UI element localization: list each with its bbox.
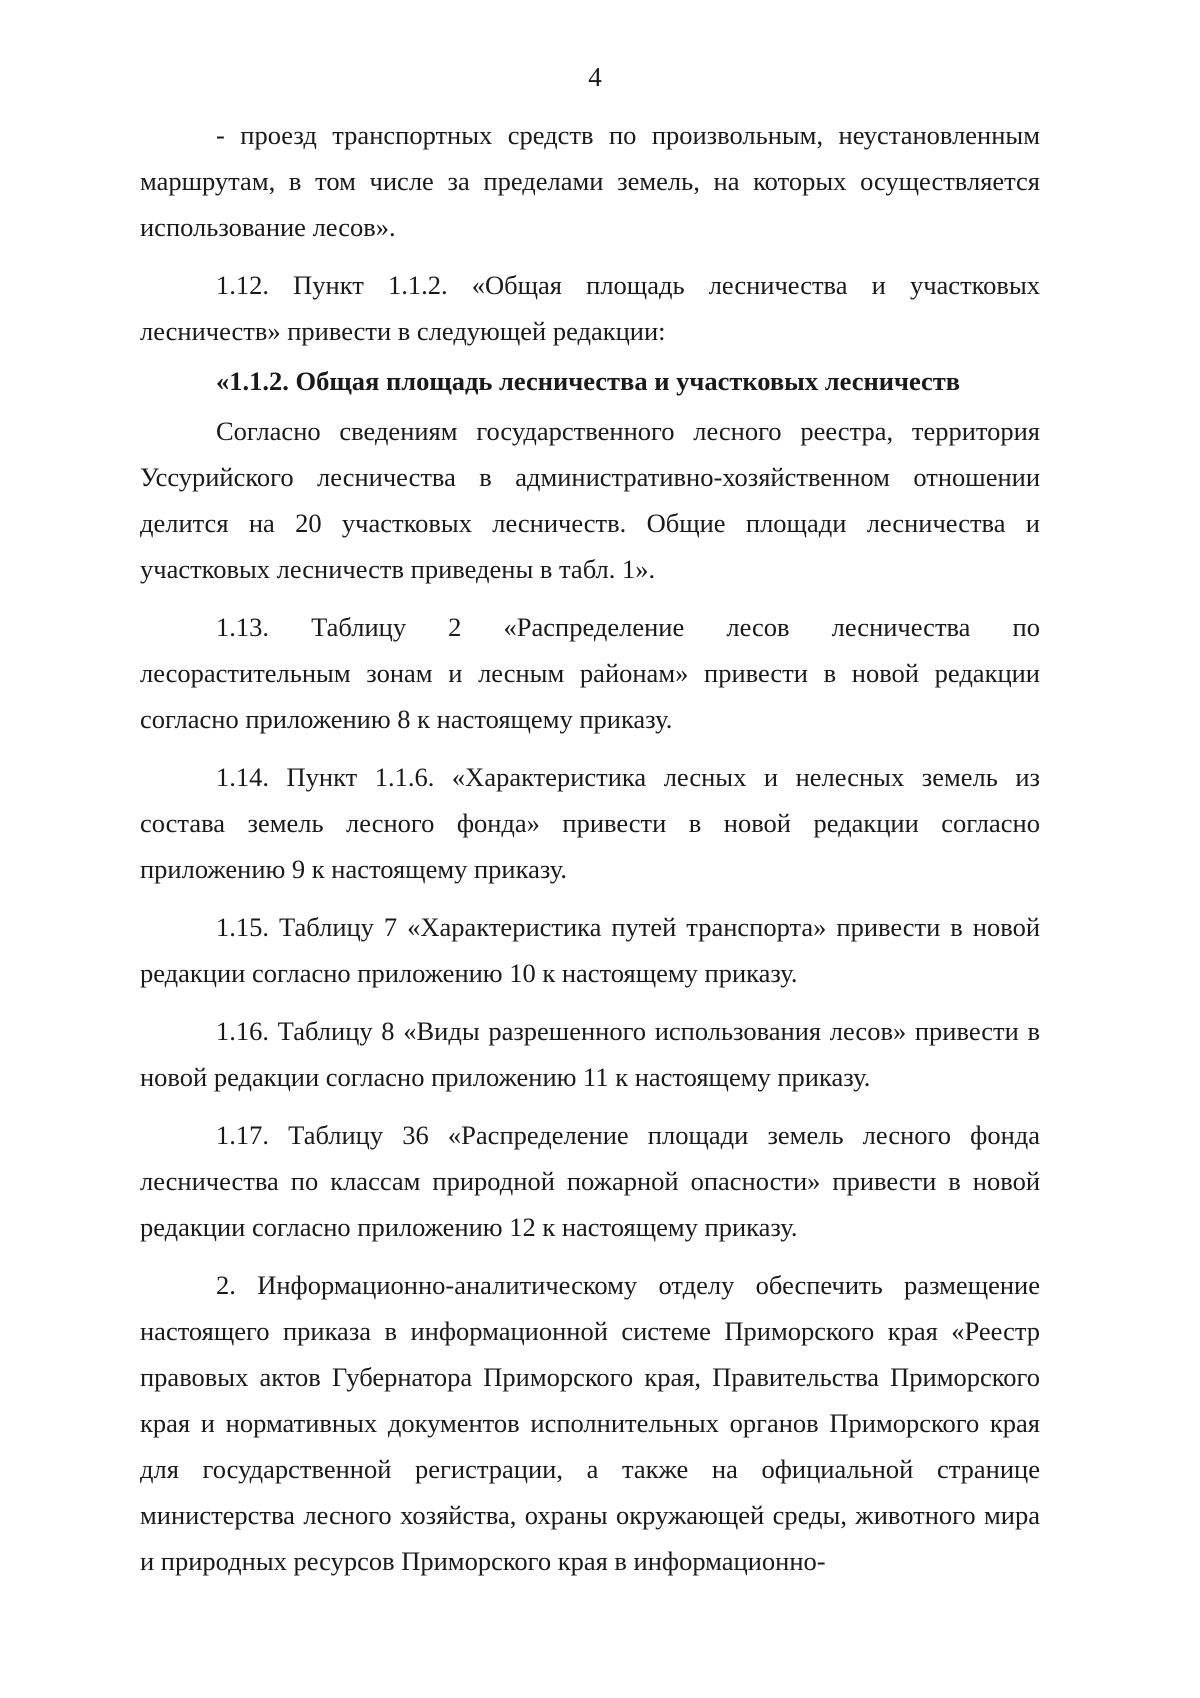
- paragraph-road-travel: - проезд транспортных средств по произвольным, неустановленным маршрутам, в том числе за пределами земель, на которых осуществляется использование лесов».: [140, 120, 1040, 242]
- paragraph-1-13: 1.13. Таблицу 2 «Распределение лесов лесничества по лесорастительным зонам и лесным районам» привести в новой редакции согласно приложению 8 к настоящему приказу.: [140, 612, 1040, 734]
- paragraph-forest-registry: Согласно сведениям государственного лесного реестра, территория Уссурийского лесничества в административно-хозяйственном отношении делится на 20 участковых лесничеств. Общие площади лесничества и участковых лесничеств приведены в табл. 1».: [140, 416, 1040, 584]
- document-body: [140, 112, 1040, 1596]
- paragraph-1-12: 1.12. Пункт 1.1.2. «Общая площадь лесничества и участковых лесничеств» привести в следующей редакции:: [140, 270, 1040, 346]
- page-number: 4: [588, 62, 602, 92]
- paragraph-1-15: 1.15. Таблицу 7 «Характеристика путей транспорта» привести в новой редакции согласно приложению 10 к настоящему приказу.: [140, 912, 1040, 988]
- paragraph-1-17: 1.17. Таблицу 36 «Распределение площади земель лесного фонда лесничества по классам природной пожарной опасности» привести в новой редакции согласно приложению 12 к настоящему приказу.: [140, 1120, 1040, 1242]
- paragraph-1-16: 1.16. Таблицу 8 «Виды разрешенного использования лесов» привести в новой редакции согласно приложению 11 к настоящему приказу.: [140, 1016, 1040, 1092]
- paragraph-2: 2. Информационно-аналитическому отделу обеспечить размещение настоящего приказа в информационной системе Приморского края «Реестр правовых актов Губернатора Приморского края, Правительства Приморского края и нормативных документов исполнительных органов Приморского края для государственной регистрации, а также на официальной странице министерства лесного хозяйства, охраны окружающей среды, животного мира и природных ресурсов Приморского края в информационно-: [140, 1270, 1040, 1576]
- section-heading-1-1-2: «1.1.2. Общая площадь лесничества и участковых лесничеств: [216, 366, 961, 396]
- paragraph-1-14: 1.14. Пункт 1.1.6. «Характеристика лесных и нелесных земель из состава земель лесного фонда» привести в новой редакции согласно приложению 9 к настоящему приказу.: [140, 762, 1040, 884]
